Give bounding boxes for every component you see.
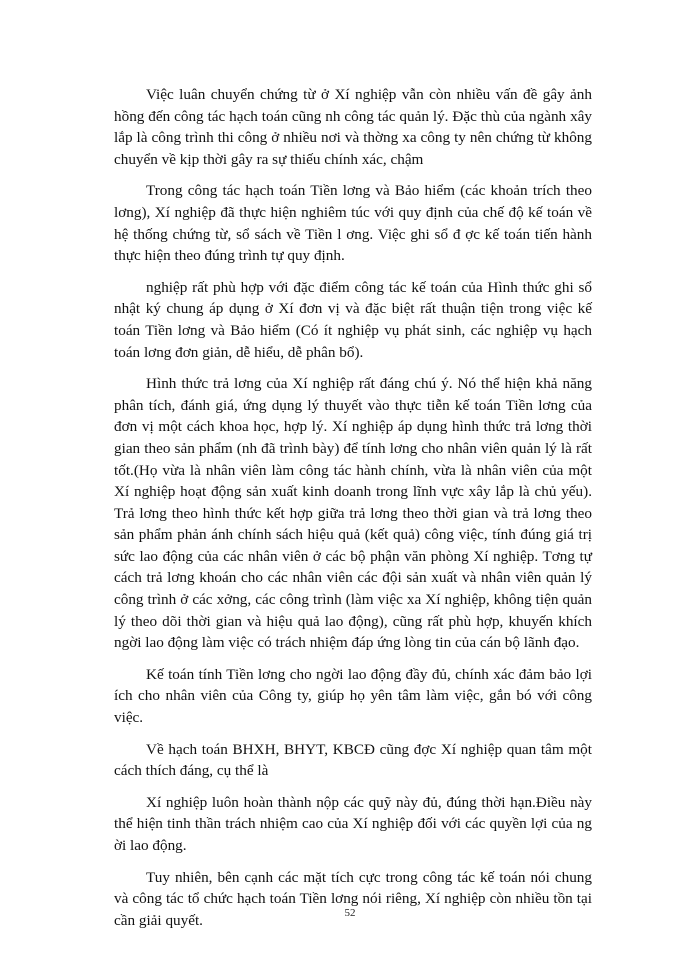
paragraph-2: Trong công tác hạch toán Tiền lơng và Bảo hiểm (các khoản trích theo lơng), Xí nghiệp đã thực hiện nghiêm túc với quy định của chế độ kế toán về hệ thống chứng từ, sổ sách về Tiền l ơng. Việc ghi sổ đ ợc kế toán tiến hành thực hiện theo đúng trình tự quy định. (114, 182, 592, 265)
paragraph-5: Kế toán tính Tiền lơng cho ngời lao động đầy đủ, chính xác đảm bảo lợi ích cho nhân viên của Công ty, giúp họ yên tâm làm việc, gắn bó với công việc. (114, 665, 592, 727)
paragraph-7: Xí nghiệp luôn hoàn thành nộp các quỹ này đủ, đúng thời hạn.Điều này thể hiện tinh thần trách nhiệm cao của Xí nghiệp đối với các quyền lợi của ng ời lao động. (114, 793, 592, 854)
page-number: 52 (344, 907, 356, 919)
paragraph-4: Hình thức trả lơng của Xí nghiệp rất đáng chú ý. Nó thể hiện khả năng phân tích, đánh giá, ứng dụng lý thuyết vào thực tiễn kế toán Tiền lơng của đơn vị một cách khoa học, hợp lý. Xí nghiệp áp dụng hình thức trả lơng thời gian theo sản phẩm (nh đã trình bày) để tính lơng cho nhân viên quản lý là rất tốt.(Họ vừa là nhân viên làm công tác hành chính, vừa là nhân viên của một Xí nghiệp hoạt động sản xuất kinh doanh trong lĩnh vực xây lắp là chủ yếu). Trả lơng theo hình thức kết hợp giữa trả lơng theo thời gian và trả lơng theo sản phẩm phản ánh chính sách hiệu quả (kết quả) công việc, tính đúng giá trị sức lao động của các nhân viên ở các bộ phận văn phòng Xí nghiệp. Tơng tự cách trả lơng khoán cho các nhân viên các đội sản xuất và nhân viên quản lý công trình ở các xởng, các công trình (làm việc xa Xí nghiệp, không tiện quản lý theo dõi thời gian và hiệu quả lao động), cũng rất phù hợp, khuyến khích ngời lao động làm việc có trách nhiệm đáp ứng lòng tin của cán bộ lãnh đạo. (114, 375, 592, 652)
paragraph-3: nghiệp rất phù hợp với đặc điểm công tác kế toán của Hình thức ghi sổ nhật ký chung áp dụng ở Xí đơn vị và đặc biệt rất thuận tiện trong việc kế toán Tiền lơng và Bảo hiểm (Có ít nghiệp vụ phát sinh, các nghiệp vụ hạch toán lơng đơn giản, dễ hiểu, dễ phân bổ). (114, 278, 592, 361)
paragraph-6: Về hạch toán BHXH, BHYT, KBCĐ cũng đợc Xí nghiệp quan tâm một cách thích đáng, cụ thể là (114, 740, 592, 780)
paragraph-8: Tuy nhiên, bên cạnh các mặt tích cực trong công tác kế toán nói chung và công tác tổ chức hạch toán Tiền lơng nói riêng, Xí nghiệp còn nhiều tồn tại cần giải quyết. (114, 868, 592, 929)
paragraph-1: Việc luân chuyển chứng từ ở Xí nghiệp vẫn còn nhiều vấn đề gây ảnh hồng đến công tác hạch toán cũng nh công tác quản lý. Đặc thù của ngành xây lắp là công trình thi công ở nhiều nơi và thờng xa công ty nên chứng từ không chuyển về kịp thời gây ra sự thiếu chính xác, chậm (114, 86, 592, 168)
document-body (114, 84, 592, 941)
